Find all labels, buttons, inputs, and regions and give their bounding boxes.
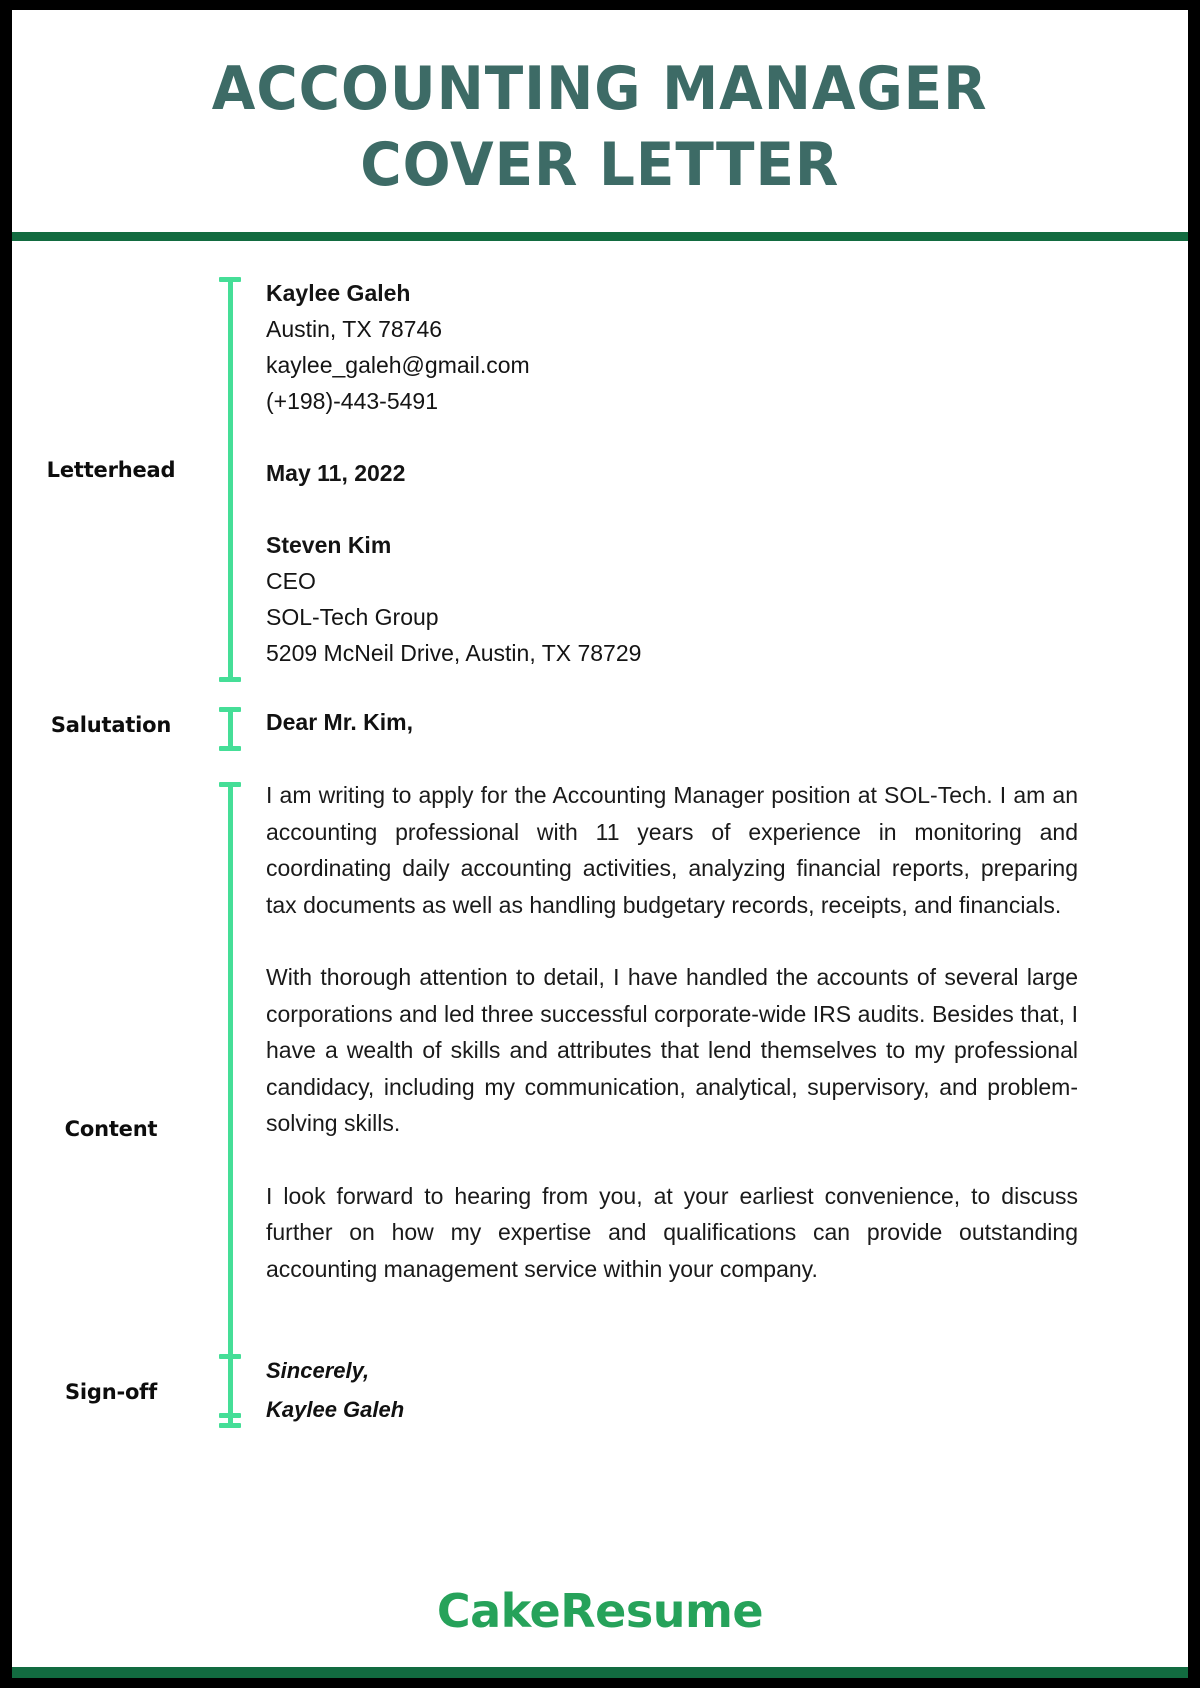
- bracket-cap-bottom: [219, 677, 241, 682]
- sender-location: Austin, TX 78746: [266, 316, 443, 342]
- recipient-name: Steven Kim: [266, 532, 392, 558]
- cakeresume-logo: CakeResume: [436, 1584, 764, 1638]
- annotation-label-signoff: Sign-off: [64, 1380, 158, 1404]
- letterhead-spacer-2: [266, 491, 1081, 527]
- bracket-stem: [228, 711, 233, 747]
- letterhead-spacer-1: [266, 419, 1081, 455]
- bracket-stem: [228, 786, 233, 1414]
- annotation-label-letterhead: Letterhead: [46, 458, 176, 482]
- document-header: [12, 10, 1188, 232]
- content-paragraph: I am writing to apply for the Accounting Manager position at SOL-Tech. I am an accounting professional with 11 years of experience in monitoring and coordinating daily accounting activities, analyzing financial reports, preparing tax documents as well as handling budgetary records, receipts, and financials.: [266, 782, 1078, 918]
- annotation-label-salutation: Salutation: [50, 713, 172, 737]
- bracket-salutation: [219, 707, 241, 751]
- bracket-cap-bottom: [219, 1423, 241, 1428]
- signoff-block: [266, 1351, 1081, 1429]
- document-body: [12, 241, 1188, 1667]
- sender-name: Kaylee Galeh: [266, 280, 411, 306]
- page-title-line-1: ACCOUNTING MANAGER: [212, 54, 988, 125]
- salutation-text: Dear Mr. Kim,: [266, 709, 413, 735]
- bracket-letterhead: [219, 277, 241, 682]
- document-sheet: [12, 10, 1188, 1678]
- annotation-label-content: Content: [64, 1117, 158, 1141]
- bracket-signoff: [219, 1354, 241, 1428]
- recipient-address: 5209 McNeil Drive, Austin, TX 78729: [266, 640, 642, 666]
- page-title-line-2: COVER LETTER: [360, 130, 840, 200]
- footer-divider: [12, 1667, 1188, 1678]
- signoff-closing: Sincerely,: [266, 1358, 370, 1383]
- content-paragraph: I look forward to hearing from you, at your earliest convenience, to discuss further on how my expertise and qualifications can provide outstanding accounting management service within your company.: [266, 1182, 1078, 1282]
- signoff-name: Kaylee Galeh: [266, 1397, 405, 1422]
- bracket-cap-bottom: [219, 746, 241, 751]
- content-block: [266, 777, 1078, 1287]
- letterhead-block: [266, 275, 1081, 671]
- letter-date: May 11, 2022: [266, 460, 406, 486]
- recipient-title: CEO: [266, 568, 316, 594]
- bracket-content: [219, 782, 241, 1418]
- sender-phone: (+198)-443-5491: [266, 388, 438, 414]
- content-paragraph: With thorough attention to detail, I have handled the accounts of several large corporations and led three successful corporate-wide IRS audits. Besides that, I have a wealth of skills and attributes that lend themselves to my professional candidacy, including my communication, analytical, supervisory, and problem-solving skills.: [266, 964, 1078, 1136]
- recipient-company: SOL-Tech Group: [266, 604, 439, 630]
- bracket-stem: [228, 1358, 233, 1424]
- sender-email: kaylee_galeh@gmail.com: [266, 352, 530, 378]
- bracket-stem: [228, 281, 233, 678]
- header-divider: [12, 232, 1188, 241]
